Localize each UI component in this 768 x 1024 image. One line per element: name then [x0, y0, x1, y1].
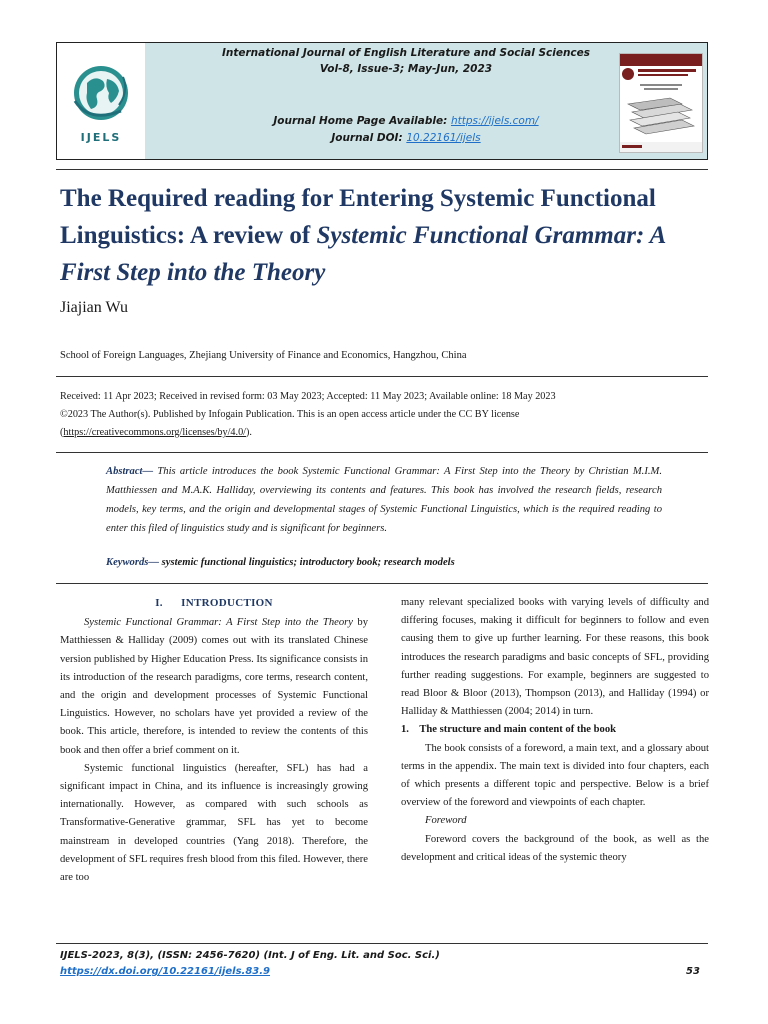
- journal-doi-link[interactable]: 10.22161/ijels: [406, 132, 481, 144]
- author-name: Jiajian Wu: [60, 299, 128, 316]
- journal-info: [145, 43, 667, 159]
- journal-name: International Journal of English Literature and Social Sciences: [221, 47, 591, 59]
- paragraph: Systemic Functional Grammar: A First Step into the Theory by Matthiessen & Halliday (2009) comes out with its translated Chinese version published by Higher Education Press. Its significance consists in its introduction of the research paradigms, core terms, research content, and the origin and development processes of Systemic Functional Linguistics. However, no scholars have yet provided a review of the book. This article, therefore, is intended to review the contents of this book and then offer a brief comment on it.: [60, 617, 368, 756]
- divider: [56, 583, 708, 584]
- license-statement: ©2023 The Author(s). Published by Infogain Publication. This is an open access article under the CC BY license: [60, 409, 520, 420]
- journal-volume: Vol-8, Issue-3; May-Jun, 2023: [319, 63, 493, 75]
- book-stack-icon: [620, 54, 702, 152]
- paragraph: Foreword covers the background of the book, as well as the development and critical ideas of the systemic theory: [401, 833, 709, 863]
- abstract-label: Abstract: [106, 466, 143, 477]
- body-column-left: [60, 594, 368, 887]
- paragraph: many relevant specialized books with varying levels of difficulty and differing focuses, making it difficult for beginners to follow and even causing them to give up further learning. For these reasons, this book introduces the research paradigms and basic concepts of SFL, providing further reading suggestions. For example, beginners are suggested to read Bloor & Bloor (2013), Thompson (2013), and Halliday (1994) or Halliday & Matthiessen (2004; 2014) in turn.: [401, 597, 709, 718]
- subsection-heading: 1. The structure and main content of the book: [401, 724, 617, 736]
- author-affiliation: School of Foreign Languages, Zhejiang University of Finance and Economics, Hangzhou, China: [60, 350, 467, 361]
- journal-doi: Journal DOI: 10.22161/ijels: [331, 132, 481, 144]
- section-heading-introduction: I. INTRODUCTION: [155, 597, 273, 609]
- globe-logo-icon: [57, 43, 145, 159]
- journal-home: Journal Home Page Available: https://ijels.com/: [273, 115, 539, 127]
- license-url-line: (https://creativecommons.org/licenses/by/4.0/).: [60, 427, 252, 438]
- journal-cover-image: [619, 53, 703, 153]
- article-history: [60, 388, 710, 442]
- paragraph: The book consists of a foreword, a main text, and a glossary about terms in the appendix. The main text is divided into four chapters, each of which presents a different topic and perspective. Below is a brief overview of the foreword and viewpoints of each chapter.: [401, 742, 709, 809]
- footer-divider: [56, 943, 708, 944]
- header-divider: [56, 169, 708, 170]
- abstract-text: This article introduces the book Systemic Functional Grammar: A First Step into the Theory by Christian M.I.M. Matthiessen and M.A.K. Halliday, overviewing its contents and features. This book has involved the research fields, research models, key terms, and the origin and developmental stages of Systemic Functional Linguistics, which is the required reading to enter this filed of linguistics study and is significant for beginners.: [106, 466, 662, 534]
- subsubsection-heading: Foreword: [425, 815, 467, 827]
- abstract: Abstract— This article introduces the book Systemic Functional Grammar: A First Step into the Theory by Christian M.I.M. Matthiessen and M.A.K. Halliday, overviewing its contents and features. This book has involved the research fields, research models, key terms, and the origin and developmental stages of Systemic Functional Linguistics, which is the required reading to enter this filed of linguistics study and is significant for beginners.: [106, 466, 662, 534]
- footer-citation: IJELS-2023, 8(3), (ISSN: 2456-7620) (Int. J of Eng. Lit. and Soc. Sci.): [60, 950, 440, 961]
- keywords: Keywords— systemic functional linguistics; introductory book; research models: [106, 557, 455, 568]
- journal-header: [56, 42, 708, 160]
- article-dates: Received: 11 Apr 2023; Received in revised form: 03 May 2023; Accepted: 11 May 2023; Available online: 18 May 2023: [60, 391, 556, 402]
- keywords-text: systemic functional linguistics; introductory book; research models: [161, 557, 455, 568]
- license-link[interactable]: https://creativecommons.org/licenses/by/4.0/: [63, 427, 246, 438]
- logo-text: IJELS: [80, 131, 122, 144]
- keywords-label: Keywords: [106, 557, 149, 568]
- reviewed-book-title: Systemic Functional Grammar: A First Step into the Theory: [60, 222, 665, 286]
- paragraph: Systemic functional linguistics (hereafter, SFL) has had a significant impact in China, and its influence is increasingly growing internationally. However, as compared with such schools as Transformative-Generative grammar, SFL has yet to become mainstream in developed countries (Yang 2018). Therefore, the development of SFL requires fresh blood from this filed. However, there are too: [60, 762, 368, 884]
- footer-doi-link[interactable]: https://dx.doi.org/10.22161/ijels.83.9: [60, 966, 271, 977]
- body-column-right: [401, 594, 709, 867]
- divider: [56, 452, 708, 453]
- journal-home-link[interactable]: https://ijels.com/: [450, 115, 539, 127]
- journal-logo: [57, 43, 146, 159]
- page-number: 53: [686, 966, 700, 977]
- divider: [56, 376, 708, 377]
- article-title: The Required reading for Entering Systemic Functional Linguistics: A review of Systemic Functional Grammar: A First Step into the Theory: [60, 185, 665, 286]
